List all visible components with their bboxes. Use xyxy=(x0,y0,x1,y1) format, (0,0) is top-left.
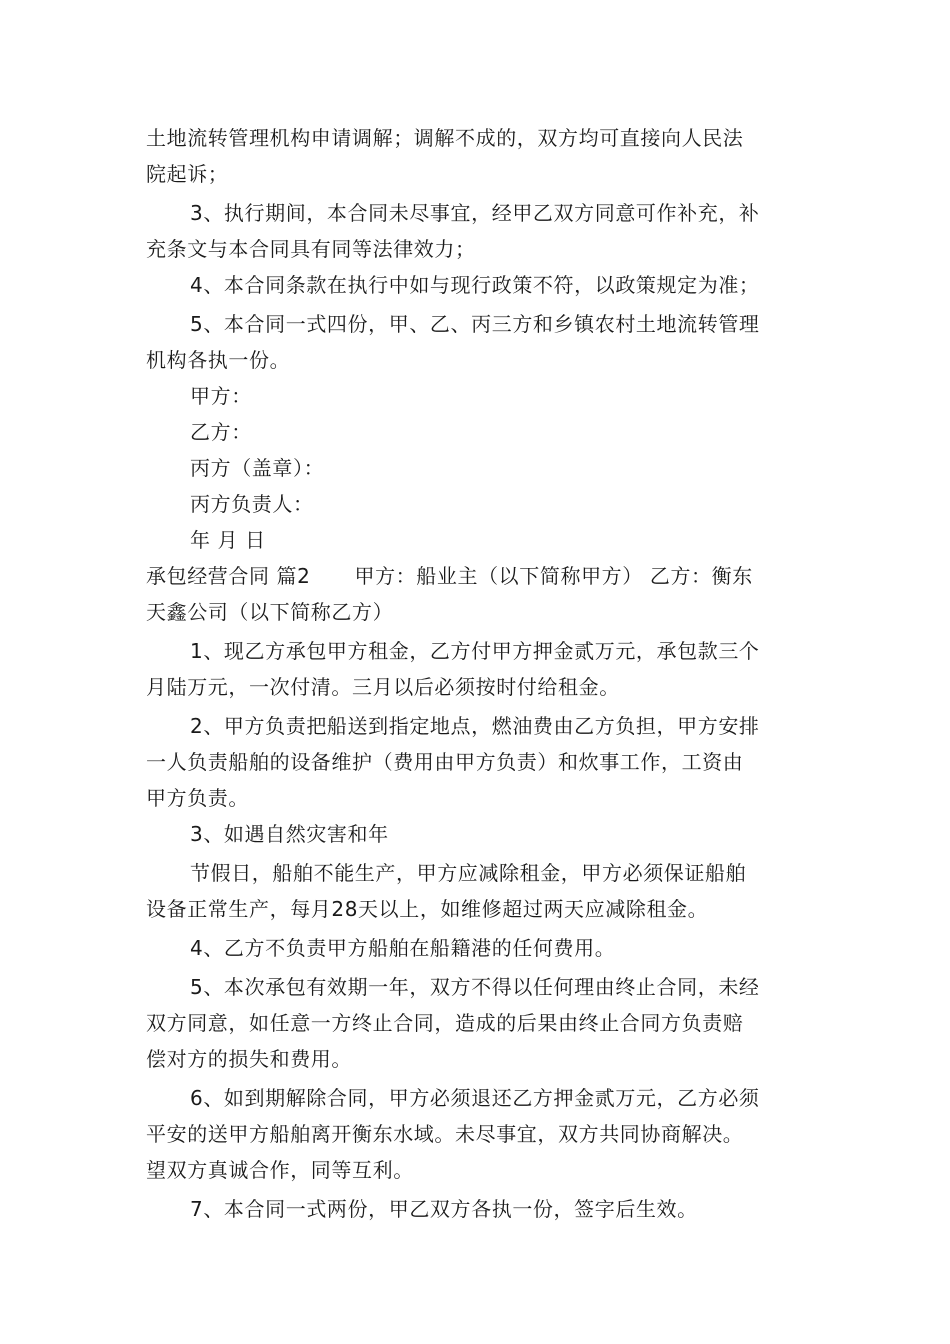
text-line: 机构各执一份。 xyxy=(146,348,291,372)
text-line: 双方同意，如任意一方终止合同，造成的后果由终止合同方负责赔 xyxy=(146,1011,744,1035)
signature-party-b: 乙方： xyxy=(190,420,252,444)
text-line: 6、如到期解除合同，甲方必须退还乙方押金贰万元，乙方必须 xyxy=(190,1086,760,1110)
text-line: 节假日，船舶不能生产，甲方应减除租金，甲方必须保证船舶 xyxy=(190,861,747,885)
text-line: 5、本合同一式四份，甲、乙、丙三方和乡镇农村土地流转管理 xyxy=(190,312,760,336)
text-line: 偿对方的损失和费用。 xyxy=(146,1047,352,1071)
section-heading: 承包经营合同 篇2 xyxy=(146,564,311,588)
text-line: 院起诉； xyxy=(146,162,229,186)
date-line: 年 月 日 xyxy=(190,528,266,552)
text-line: 2、甲方负责把船送到指定地点，燃油费由乙方负担，甲方安排 xyxy=(190,714,760,738)
signature-party-c-head: 丙方负责人： xyxy=(190,492,314,516)
text-line: 望双方真诚合作，同等互利。 xyxy=(146,1158,414,1182)
text-line: 4、乙方不负责甲方船舶在船籍港的任何费用。 xyxy=(190,936,616,960)
signature-party-c: 丙方（盖章）： xyxy=(190,456,325,480)
text-line: 平安的送甲方船舶离开衡东水域。未尽事宜，双方共同协商解决。 xyxy=(146,1122,744,1146)
section-intro-text: 甲方：船业主（以下简称甲方） 乙方：衡东 xyxy=(354,564,753,588)
signature-party-a: 甲方： xyxy=(190,384,252,408)
text-line: 设备正常生产，每月28天以上，如维修超过两天应减除租金。 xyxy=(146,897,709,921)
text-line: 月陆万元，一次付清。三月以后必须按时付给租金。 xyxy=(146,675,620,699)
text-line: 4、本合同条款在执行中如与现行政策不符，以政策规定为准； xyxy=(190,273,760,297)
text-line: 3、执行期间，本合同未尽事宜，经甲乙双方同意可作补充，补 xyxy=(190,201,760,225)
section-heading-line xyxy=(146,563,753,589)
text-line: 一人负责船舶的设备维护（费用由甲方负责）和炊事工作，工资由 xyxy=(146,750,744,774)
text-line: 充条文与本合同具有同等法律效力； xyxy=(146,237,476,261)
text-line: 5、本次承包有效期一年，双方不得以任何理由终止合同，未经 xyxy=(190,975,760,999)
text-line: 天鑫公司（以下简称乙方） xyxy=(146,600,394,624)
text-line: 3、如遇自然灾害和年 xyxy=(190,822,389,846)
text-line: 1、现乙方承包甲方租金，乙方付甲方押金贰万元，承包款三个 xyxy=(190,639,760,663)
text-line: 7、本合同一式两份，甲乙双方各执一份，签字后生效。 xyxy=(190,1197,698,1221)
text-line: 甲方负责。 xyxy=(146,786,249,810)
text-line: 土地流转管理机构申请调解；调解不成的，双方均可直接向人民法 xyxy=(146,126,744,150)
